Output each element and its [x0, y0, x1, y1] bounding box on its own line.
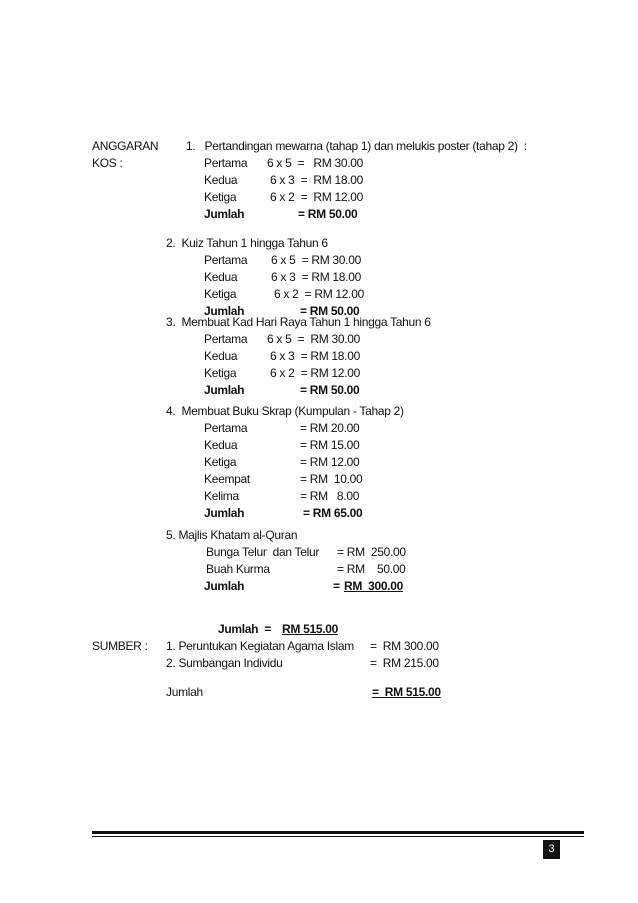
item-title: 3. Membuat Kad Hari Raya Tahun 1 hingga Tahun 6	[166, 315, 431, 329]
row-name: Kedua	[204, 173, 238, 187]
row-name: Keempat	[204, 472, 250, 486]
row-name: Pertama	[204, 253, 248, 267]
row-name: Buah Kurma	[206, 562, 270, 576]
grand-total-label: Jumlah =	[218, 622, 278, 636]
row-name: Kedua	[204, 438, 238, 452]
total-label: Jumlah	[204, 579, 245, 593]
row-calc: = RM 12.00	[300, 455, 360, 469]
row-calc: 6 x 3 = RM 18.00	[270, 173, 363, 187]
total-label: Jumlah	[204, 207, 245, 221]
row-calc: 6 x 3 = RM 18.00	[271, 270, 361, 284]
row-name: Kedua	[204, 349, 238, 363]
row-name: Bunga Telur dan Telur	[206, 545, 320, 559]
sumber-total-label: Jumlah	[166, 685, 203, 699]
source-value: = RM 215.00	[370, 656, 439, 670]
row-calc: 6 x 5 = RM 30.00	[267, 332, 360, 346]
item-title: 2. Kuiz Tahun 1 hingga Tahun 6	[166, 236, 328, 250]
source-name: 2. Sumbangan Individu	[166, 656, 283, 670]
row-name: Pertama	[204, 421, 248, 435]
page-number: 3	[543, 840, 560, 859]
row-name: Kelima	[204, 489, 239, 503]
sumber-label: SUMBER :	[92, 639, 148, 653]
row-calc: = RM 8.00	[300, 489, 360, 503]
row-calc: = RM 250.00	[337, 545, 406, 559]
row-name: Pertama	[204, 156, 248, 170]
row-calc: 6 x 3 = RM 18.00	[270, 349, 360, 363]
total-label: Jumlah	[204, 506, 245, 520]
row-calc: = RM 15.00	[300, 438, 360, 452]
total-value-prefix: =	[333, 579, 343, 593]
total-value: = RM 50.00	[298, 207, 358, 221]
row-name: Ketiga	[204, 455, 237, 469]
row-calc: = RM 50.00	[337, 562, 406, 576]
sumber-total-value: = RM 515.00	[372, 685, 441, 699]
grand-total-value: RM 515.00	[282, 622, 338, 636]
total-value: RM 300.00	[344, 579, 404, 593]
row-calc: = RM 10.00	[300, 472, 363, 486]
footer-rule-thick	[92, 831, 584, 834]
source-value: = RM 300.00	[370, 639, 439, 653]
footer-rule-thin	[92, 836, 584, 837]
row-calc: 6 x 5 = RM 30.00	[267, 156, 364, 170]
source-name: 1. Peruntukan Kegiatan Agama Islam	[166, 639, 354, 653]
item-title: 1. Pertandingan mewarna (tahap 1) dan melukis poster (tahap 2) :	[186, 139, 527, 153]
total-value: = RM 65.00	[303, 506, 363, 520]
row-calc: 6 x 2 = RM 12.00	[274, 287, 364, 301]
row-name: Ketiga	[204, 366, 237, 380]
item-title: 4. Membuat Buku Skrap (Kumpulan - Tahap 2)	[166, 404, 404, 418]
row-name: Pertama	[204, 332, 248, 346]
total-value: = RM 50.00	[300, 304, 360, 318]
row-calc: 6 x 2 = RM 12.00	[270, 366, 360, 380]
row-name: Ketiga	[204, 190, 237, 204]
total-value: = RM 50.00	[300, 383, 360, 397]
row-calc: 6 x 5 = RM 30.00	[271, 253, 361, 267]
row-calc: 6 x 2 = RM 12.00	[270, 190, 363, 204]
kos-label: KOS :	[92, 156, 123, 170]
total-label: Jumlah	[204, 383, 245, 397]
anggaran-label: ANGGARAN	[92, 139, 159, 153]
row-name: Kedua	[204, 270, 238, 284]
row-name: Ketiga	[204, 287, 237, 301]
total-label: Jumlah	[204, 304, 245, 318]
item-title: 5. Majlis Khatam al-Quran	[166, 528, 298, 542]
row-calc: = RM 20.00	[300, 421, 360, 435]
